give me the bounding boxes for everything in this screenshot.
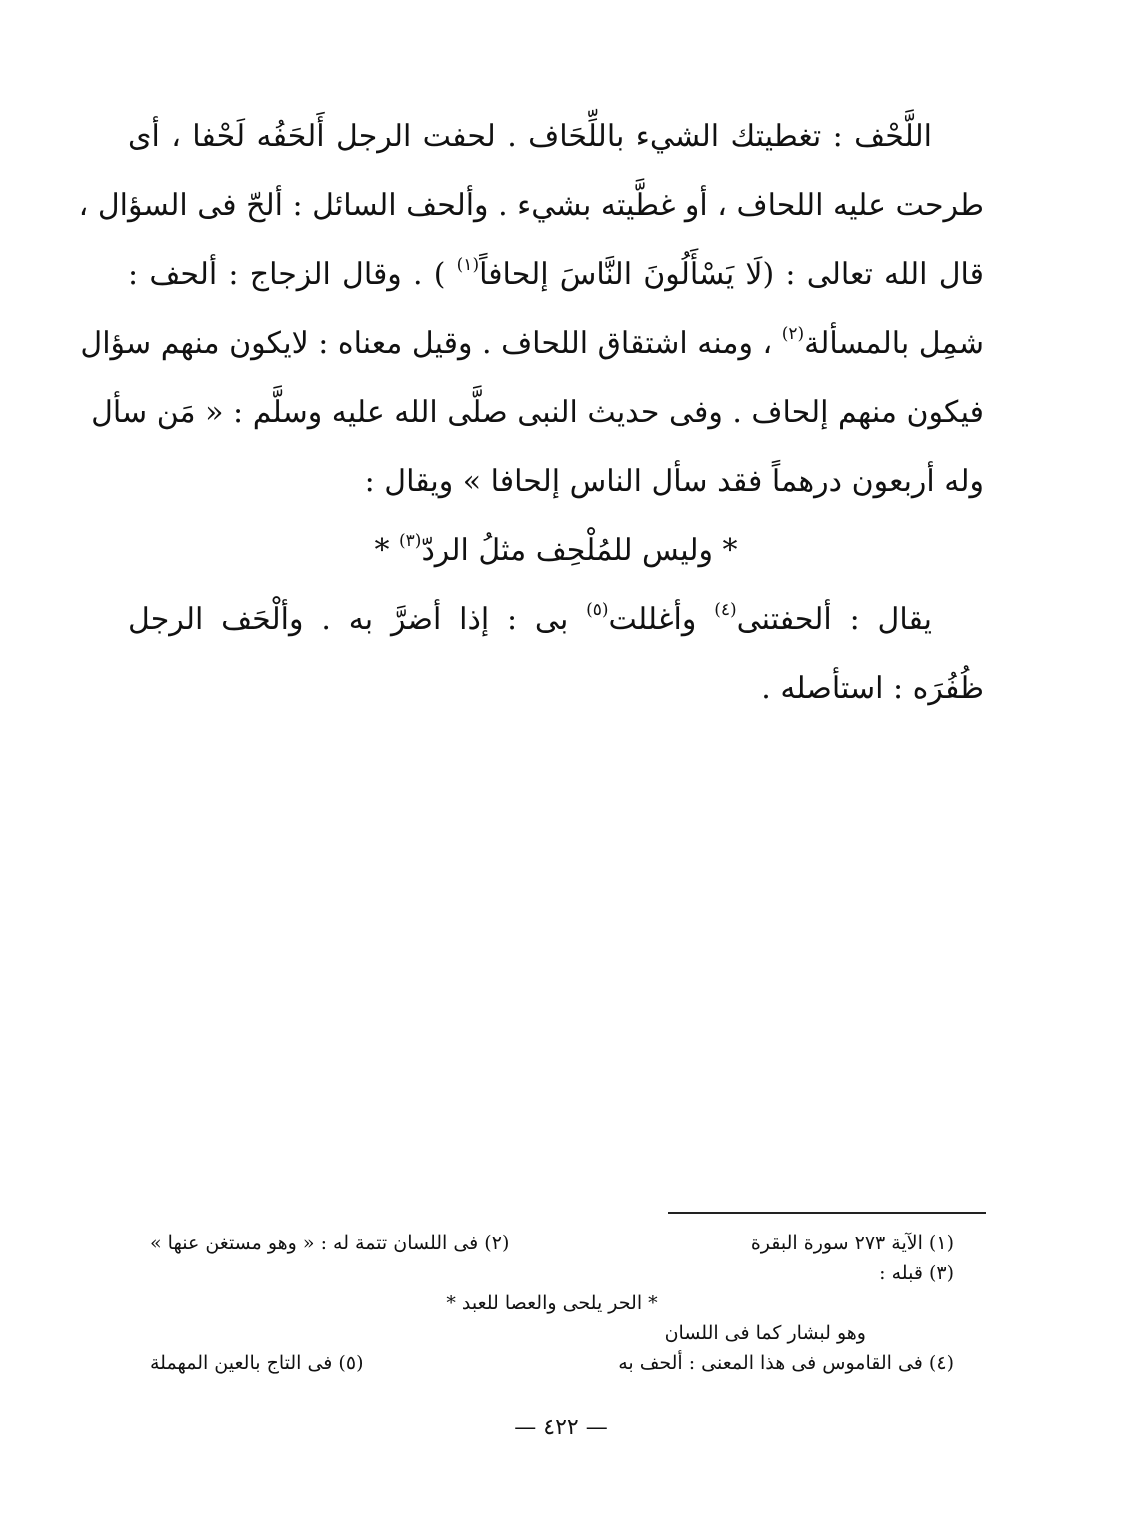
footnote-row-1 xyxy=(150,1228,954,1258)
footnote-row-4 xyxy=(150,1318,954,1348)
footnotes-block xyxy=(150,1228,954,1378)
footnote-verse xyxy=(150,1288,954,1318)
footnote-3-note: وهو لبشار كما فى اللسان xyxy=(664,1322,866,1344)
text-span: ) . وقال الزجاج : ألحف : xyxy=(128,257,457,292)
text-line-8 xyxy=(128,654,984,723)
main-text xyxy=(78,102,985,723)
footnote-3: (٣) قبله : xyxy=(879,1262,954,1284)
footnote-row-2 xyxy=(150,1258,954,1288)
footnote-3-verse: * الحر يلحى والعصا للعبد * xyxy=(446,1292,658,1314)
text-span: شمِل بالمسألة xyxy=(804,326,984,361)
text-line-1 xyxy=(128,102,984,171)
footnote-5: (٥) فى التاج بالعين المهملة xyxy=(150,1352,364,1374)
footnote-ref-1: (١) xyxy=(456,255,480,275)
text-span: * xyxy=(374,533,400,568)
text-span: يقال : ألحفتنى xyxy=(736,602,932,637)
footnote-row-5 xyxy=(150,1348,954,1378)
page-number: — ٤٢٢ — xyxy=(514,1415,608,1440)
text-line-4 xyxy=(80,309,984,378)
text-span: ظُفُرَه : استأصله . xyxy=(761,671,984,706)
text-span: بى : إذا أضرَّ به . وألْحَف الرجل xyxy=(128,602,587,637)
footnote-separator xyxy=(668,1212,986,1214)
text-span: ، ومنه اشتقاق اللحاف . وقيل معناه : لايكون منهم سؤال xyxy=(80,326,782,361)
text-line-2 xyxy=(78,171,984,240)
text-line-3 xyxy=(128,240,984,309)
text-span: وله أربعون درهماً فقد سأل الناس إلحافا » ويقال : xyxy=(364,464,984,499)
footnote-ref-2: (٢) xyxy=(781,324,805,344)
footnote-ref-5: (٥) xyxy=(586,600,609,620)
text-span: فيكون منهم إلحاف . وفى حديث النبى صلَّى الله عليه وسلَّم : « مَن سأل xyxy=(91,395,984,430)
text-span: وأغللت xyxy=(608,602,715,637)
text-span: * وليس للمُلْحِف مثلُ الردّ xyxy=(421,533,738,568)
text-line-6 xyxy=(128,447,984,516)
footnote-4: (٤) فى القاموس فى هذا المعنى : ألحف به xyxy=(618,1352,954,1374)
text-line-5 xyxy=(91,378,984,447)
text-span: طرحت عليه اللحاف ، أو غطَّيته بشيء . وألحف السائل : ألحّ فى السؤال ، xyxy=(78,188,984,223)
footnote-ref-4: (٤) xyxy=(714,600,737,620)
footnote-ref-3: (٣) xyxy=(399,531,422,551)
verse-line xyxy=(128,516,984,585)
text-span: اللَّحْف : تغطيتك الشيء باللِّحَاف . لحفت الرجل أَلحَفُه لَحْفا ، أى xyxy=(128,119,932,154)
text-line-7 xyxy=(128,585,984,654)
text-span: قال الله تعالى : (لَا يَسْأَلُونَ النَّاسَ إلحافاً xyxy=(479,257,985,292)
footnote-2: (٢) فى اللسان تتمة له : « وهو مستغن عنها » xyxy=(150,1232,510,1254)
footnote-1: (١) الآية ٢٧٣ سورة البقرة xyxy=(750,1232,954,1254)
